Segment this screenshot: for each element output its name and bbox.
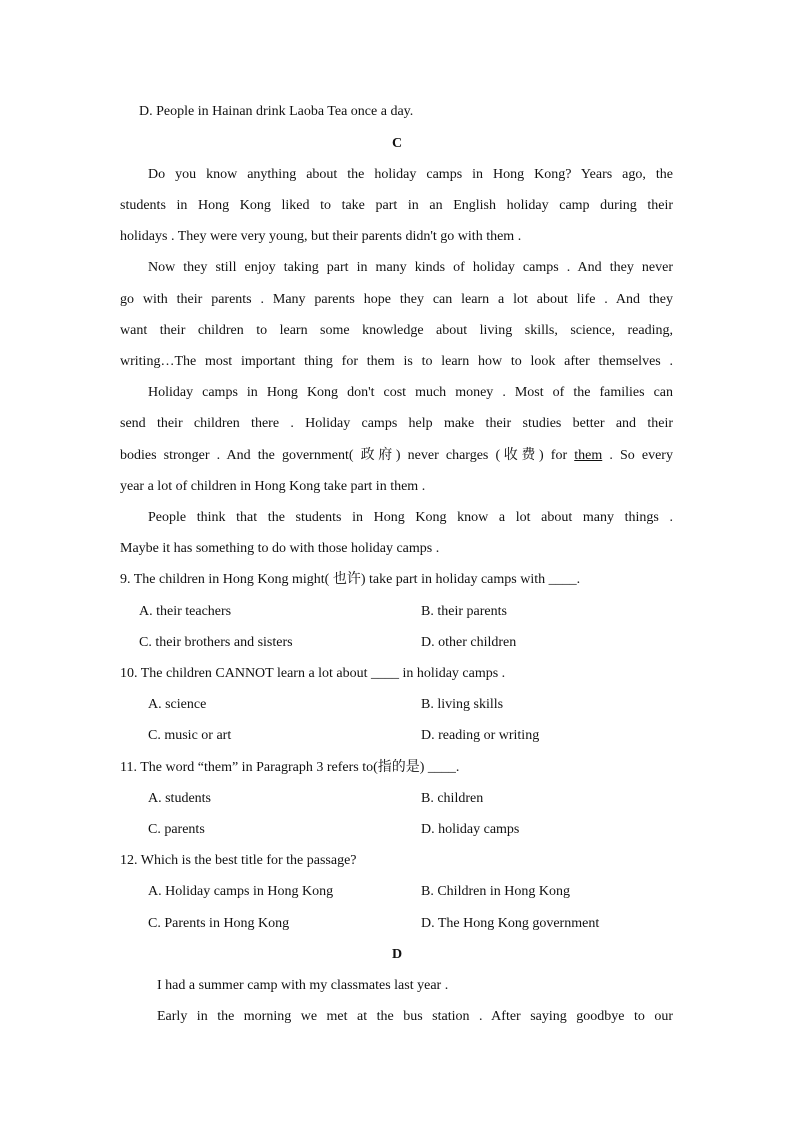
paragraph-line: Maybe it has something to do with those holiday camps . [120, 541, 440, 556]
section-c-heading: C [391, 136, 403, 151]
paragraph-line: I had a summer camp with my classmates last year . [157, 978, 449, 993]
paragraph-line: Holiday camps in Hong Kong don't cost much money . Most of the families can [148, 385, 673, 400]
paragraph-line: writing…The most important thing for them is to learn how to look after themselves . [120, 354, 673, 369]
option-b: B. Children in Hong Kong [421, 884, 570, 899]
line-text: bodies stronger . And the government( 政府) never charges (收费) for [120, 448, 575, 463]
question-stem: 12. Which is the best title for the passage? [120, 853, 357, 868]
section-d-heading: D [391, 947, 403, 962]
paragraph-line: year a lot of children in Hong Kong take part in them . [120, 479, 426, 494]
previous-question-option-d: D. People in Hainan drink Laoba Tea once a day. [139, 104, 414, 119]
paragraph-line: Now they still enjoy taking part in many kinds of holiday camps . And they never [148, 260, 673, 275]
option-b: B. their parents [421, 604, 507, 619]
option-b: B. children [421, 791, 484, 806]
option-a: A. Holiday camps in Hong Kong [148, 884, 334, 899]
option-a: A. science [148, 697, 207, 712]
paragraph-line: students in Hong Kong liked to take part in an English holiday camp during their [120, 198, 673, 213]
paragraph-line: Early in the morning we met at the bus station . After saying goodbye to our [157, 1009, 673, 1024]
option-c: C. their brothers and sisters [139, 635, 293, 650]
option-c: C. Parents in Hong Kong [148, 916, 290, 931]
paragraph-line: go with their parents . Many parents hope they can learn a lot about life . And they [120, 292, 673, 307]
option-a: A. students [148, 791, 211, 806]
paragraph-line [120, 447, 673, 465]
option-a: A. their teachers [139, 604, 232, 619]
underlined-word-them: them [574, 448, 603, 463]
option-c: C. music or art [148, 728, 232, 743]
paragraph-line: holidays . They were very young, but their parents didn't go with them . [120, 229, 522, 244]
option-d: D. reading or writing [421, 728, 540, 743]
paragraph-line: People think that the students in Hong Kong know a lot about many things . [148, 510, 673, 525]
paragraph-line: Do you know anything about the holiday camps in Hong Kong? Years ago, the [148, 167, 673, 182]
line-text: . So every [602, 448, 673, 463]
option-c: C. parents [148, 822, 205, 837]
question-stem: 11. The word “them” in Paragraph 3 refers to(指的是) ____. [120, 760, 460, 775]
option-b: B. living skills [421, 697, 504, 712]
paragraph-line: want their children to learn some knowledge about living skills, science, reading, [120, 323, 673, 338]
question-stem: 10. The children CANNOT learn a lot about ____ in holiday camps . [120, 666, 506, 681]
question-stem: 9. The children in Hong Kong might( 也许) take part in holiday camps with ____. [120, 572, 581, 587]
option-d: D. other children [421, 635, 517, 650]
option-d: D. holiday camps [421, 822, 520, 837]
paragraph-line: send their children there . Holiday camps help make their studies better and their [120, 416, 673, 431]
option-d: D. The Hong Kong government [421, 916, 600, 931]
